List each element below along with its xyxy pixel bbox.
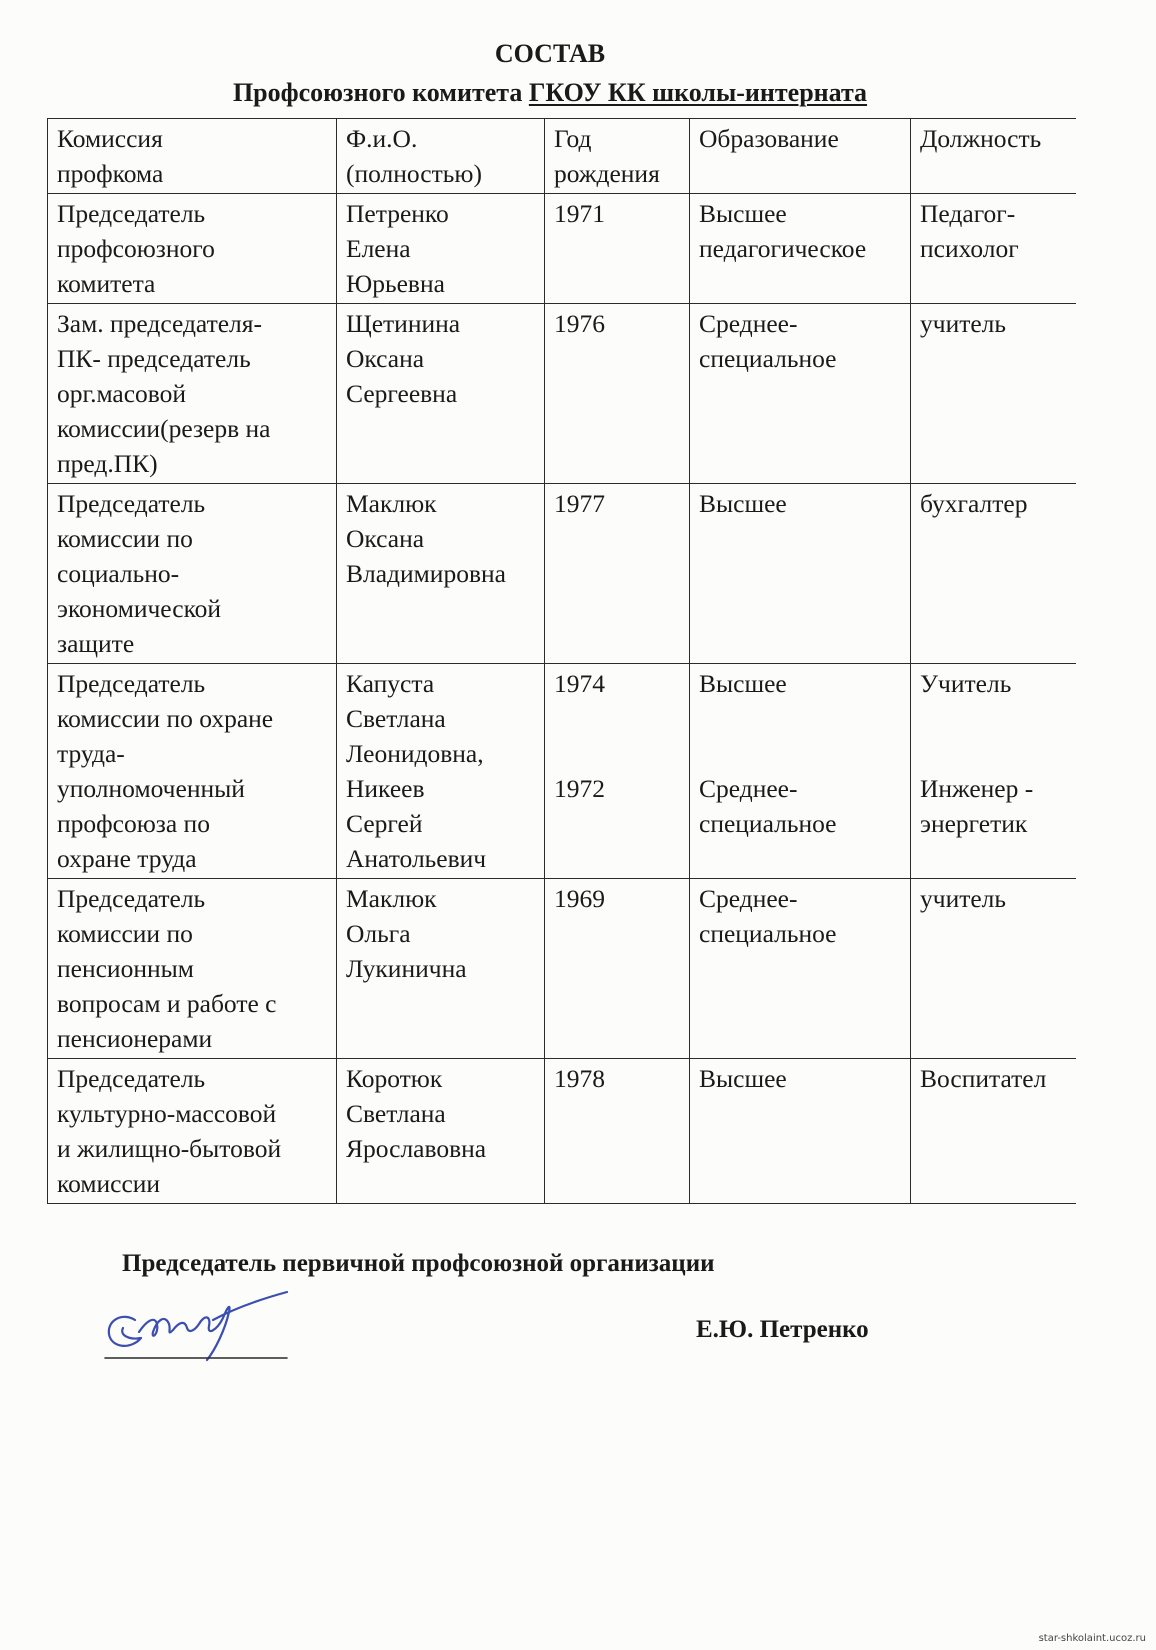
cell-line: Петренко <box>346 199 449 228</box>
education-cell <box>690 1059 911 1204</box>
cell-line: 1976 <box>554 309 605 338</box>
education-cell <box>690 879 911 1059</box>
cell-line: культурно-массовой <box>57 1099 277 1128</box>
cell-line: Педагог- <box>920 199 1016 228</box>
cell-line <box>920 736 1069 771</box>
fio-cell <box>337 194 545 304</box>
cell-line: ПК- председатель <box>57 344 251 373</box>
cell-line: комиссии по <box>57 919 193 948</box>
signer-name: Е.Ю. Петренко <box>696 1316 869 1343</box>
cell-line: Председатель <box>57 1064 206 1093</box>
organization-name: ГКОУ КК школы-интерната <box>528 78 868 107</box>
cell-line: Маклюк <box>346 884 437 913</box>
cell-line: учитель <box>920 309 1007 338</box>
header-line: Комиссия <box>57 124 163 153</box>
cell-line: Среднее- <box>699 309 798 338</box>
birth-year-cell <box>545 879 690 1059</box>
commission-cell <box>48 664 337 879</box>
cell-line: орг.масовой <box>57 379 187 408</box>
cell-line: Среднее- <box>699 884 798 913</box>
cell-line: Председатель <box>57 199 206 228</box>
cell-line: Председатель <box>57 669 206 698</box>
cell-line: 1974 <box>554 669 605 698</box>
cell-line: защите <box>57 629 135 658</box>
cell-line: Ярославовна <box>346 1134 487 1163</box>
cell-line: 1977 <box>554 489 605 518</box>
fio-cell <box>337 484 545 664</box>
fio-cell <box>337 664 545 879</box>
cell-line: Воспитател <box>920 1064 1047 1093</box>
cell-line: Председатель <box>57 489 206 518</box>
cell-line <box>699 701 903 736</box>
header-birth-year <box>545 119 690 194</box>
cell-line: психолог <box>920 234 1019 263</box>
header-education <box>690 119 911 194</box>
education-cell <box>690 484 911 664</box>
cell-line: 1971 <box>554 199 605 228</box>
cell-line: Леонидовна, <box>346 739 484 768</box>
cell-line: Светлана <box>346 1099 446 1128</box>
cell-line: вопросам и работе с <box>57 989 277 1018</box>
cell-line <box>920 701 1069 736</box>
position-cell <box>911 1059 1076 1204</box>
cell-line: Лукинична <box>346 954 467 983</box>
cell-line: Инженер - <box>920 774 1034 803</box>
commission-cell <box>48 484 337 664</box>
commission-cell <box>48 1059 337 1204</box>
cell-line: Высшее <box>699 199 787 228</box>
cell-line: Капуста <box>346 669 435 698</box>
table-row <box>48 484 1076 664</box>
cell-line: 1978 <box>554 1064 605 1093</box>
cell-line: Среднее- <box>699 774 798 803</box>
header-line: рождения <box>554 159 660 188</box>
table-row <box>48 1059 1076 1204</box>
cell-line: Анатольевич <box>346 844 487 873</box>
document-title: СОСТАВ <box>494 39 606 68</box>
cell-line: профсоюза по <box>57 809 210 838</box>
committee-table <box>47 118 1076 1204</box>
header-row <box>48 119 1076 194</box>
header-line: профкома <box>57 159 164 188</box>
cell-line: Оксана <box>346 524 425 553</box>
table-header <box>48 119 1076 194</box>
cell-line: специальное <box>699 344 837 373</box>
cell-line <box>554 701 682 736</box>
table-row <box>48 304 1076 484</box>
header-position <box>911 119 1076 194</box>
cell-line: Сергеевна <box>346 379 458 408</box>
cell-line: Юрьевна <box>346 269 445 298</box>
position-cell <box>911 879 1076 1059</box>
document-subtitle <box>0 79 1100 107</box>
cell-line: педагогическое <box>699 234 867 263</box>
table-row <box>48 194 1076 304</box>
education-cell <box>690 194 911 304</box>
cell-line: пенсионным <box>57 954 194 983</box>
cell-line: социально- <box>57 559 180 588</box>
header-line: Год <box>554 124 592 153</box>
cell-line: комиссии <box>57 1169 161 1198</box>
header-fio <box>337 119 545 194</box>
cell-line: Оксана <box>346 344 425 373</box>
chair-caption: Председатель первичной профсоюзной организации <box>122 1250 715 1277</box>
cell-line: охране труда <box>57 844 197 873</box>
cell-line: Сергей <box>346 809 423 838</box>
cell-line: Председатель <box>57 884 206 913</box>
table-row <box>48 879 1076 1059</box>
fio-cell <box>337 1059 545 1204</box>
cell-line: комиссии по охране <box>57 704 274 733</box>
birth-year-cell <box>545 1059 690 1204</box>
cell-line: Маклюк <box>346 489 437 518</box>
cell-line <box>699 736 903 771</box>
birth-year-cell <box>545 194 690 304</box>
cell-line: Зам. председателя- <box>57 309 262 338</box>
source-watermark: star-shkolaint.ucoz.ru <box>1038 1633 1146 1644</box>
cell-line: пред.ПК) <box>57 449 158 478</box>
fio-cell <box>337 304 545 484</box>
position-cell <box>911 664 1076 879</box>
cell-line: Высшее <box>699 669 787 698</box>
cell-line: 1969 <box>554 884 605 913</box>
cell-line <box>554 736 682 771</box>
commission-cell <box>48 879 337 1059</box>
education-cell <box>690 664 911 879</box>
cell-line: Учитель <box>920 669 1012 698</box>
cell-line: комитета <box>57 269 156 298</box>
cell-line: Щетинина <box>346 309 461 338</box>
header-line: Должность <box>920 124 1042 153</box>
table-body <box>48 194 1076 1204</box>
cell-line: Коротюк <box>346 1064 443 1093</box>
cell-line: труда- <box>57 739 125 768</box>
cell-line: энергетик <box>920 809 1028 838</box>
cell-line: комиссии по <box>57 524 193 553</box>
cell-line: Никеев <box>346 774 425 803</box>
cell-line: Светлана <box>346 704 446 733</box>
cell-line: и жилищно-бытовой <box>57 1134 282 1163</box>
birth-year-cell <box>545 304 690 484</box>
header-line: Ф.и.О. <box>346 124 418 153</box>
cell-line: специальное <box>699 809 837 838</box>
education-cell <box>690 304 911 484</box>
cell-line: пенсионерами <box>57 1024 213 1053</box>
cell-line: комиссии(резерв на <box>57 414 271 443</box>
table-row <box>48 664 1076 879</box>
cell-line: Елена <box>346 234 411 263</box>
subtitle-prefix: Профсоюзного комитета <box>232 78 529 107</box>
birth-year-cell <box>545 664 690 879</box>
cell-line: Владимировна <box>346 559 506 588</box>
cell-line: учитель <box>920 884 1007 913</box>
cell-line: экономической <box>57 594 222 623</box>
cell-line: специальное <box>699 919 837 948</box>
cell-line: профсоюзного <box>57 234 215 263</box>
fio-cell <box>337 879 545 1059</box>
header-line: Образование <box>699 124 839 153</box>
cell-line: Ольга <box>346 919 411 948</box>
position-cell <box>911 194 1076 304</box>
header-line: (полностью) <box>346 159 482 188</box>
signature-image <box>95 1290 295 1370</box>
header-commission <box>48 119 337 194</box>
commission-cell <box>48 304 337 484</box>
position-cell <box>911 304 1076 484</box>
cell-line: 1972 <box>554 774 605 803</box>
commission-cell <box>48 194 337 304</box>
cell-line: бухгалтер <box>920 489 1028 518</box>
cell-line: Высшее <box>699 489 787 518</box>
position-cell <box>911 484 1076 664</box>
cell-line: уполномоченный <box>57 774 245 803</box>
birth-year-cell <box>545 484 690 664</box>
cell-line: Высшее <box>699 1064 787 1093</box>
